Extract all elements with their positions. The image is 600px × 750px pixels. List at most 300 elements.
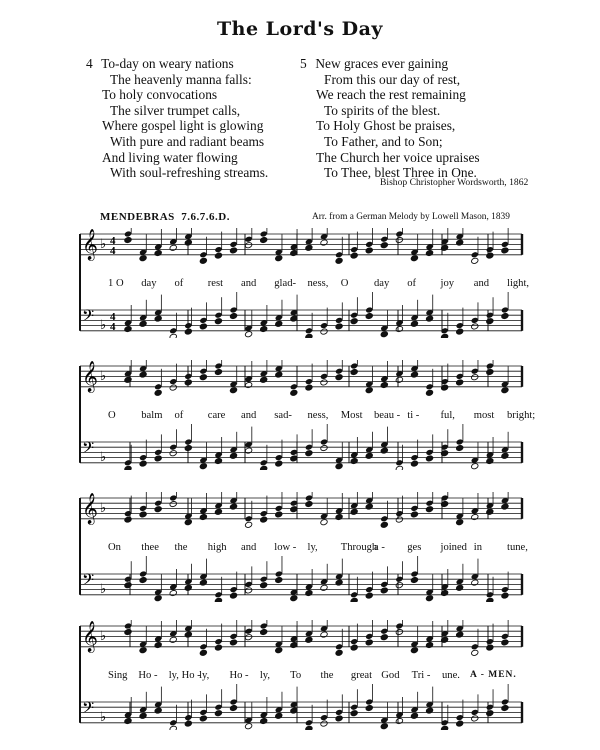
note-head (350, 252, 358, 259)
note-head (395, 376, 403, 383)
lyric-syllable: of (407, 278, 417, 289)
note-head (395, 325, 403, 332)
note-head (410, 320, 418, 327)
note-head (275, 255, 283, 262)
note-head (124, 376, 132, 383)
note-head (245, 521, 253, 528)
arrangement-credit: Arr. from a German Melody by Lowell Mason, 1839 (312, 212, 510, 222)
verse-line: With pure and radiant beams (110, 133, 265, 149)
note-head (471, 715, 479, 722)
note-head (365, 704, 373, 711)
lyric-syllable: O (108, 410, 116, 421)
note-head (380, 521, 388, 528)
note-head (275, 576, 283, 583)
note-head (229, 704, 237, 711)
verse-line: The heavenly manna falls: (110, 71, 252, 87)
note-head (395, 582, 403, 589)
lyric-syllable: ges (407, 542, 422, 553)
music-system-1 (70, 228, 530, 338)
lyric-syllable: sad- (274, 410, 292, 421)
note-head (124, 236, 132, 243)
lyric-syllable: bright; (507, 410, 536, 421)
note-head (124, 582, 132, 589)
lyric-syllable: O (340, 278, 349, 289)
note-head (199, 323, 207, 330)
note-head (260, 236, 268, 243)
note-head (139, 511, 147, 518)
note-head (184, 328, 192, 335)
lyric-syllable: ly, (259, 670, 271, 681)
note-head (139, 576, 147, 583)
note-head (380, 723, 388, 730)
note-head (501, 592, 509, 599)
lyrics-line (70, 410, 536, 426)
note-head (260, 376, 268, 383)
note-head (305, 450, 313, 457)
note-head (169, 244, 177, 251)
note-head (290, 389, 298, 396)
lyric-syllable: and (241, 410, 257, 421)
note-head (229, 312, 237, 319)
note-head (425, 389, 433, 396)
note-head (169, 725, 177, 730)
note-head (501, 312, 509, 319)
lyric-syllable: une. (442, 670, 460, 681)
note-head (501, 704, 509, 711)
note-head (169, 384, 177, 391)
note-head (199, 463, 207, 470)
note-head (214, 252, 222, 259)
note-head (471, 463, 479, 470)
note-head (154, 707, 162, 714)
verse-line: To holy convocations (102, 87, 218, 103)
flat-icon: ♭ (100, 369, 107, 384)
note-head (260, 582, 268, 589)
note-head (365, 639, 373, 646)
note-head (320, 519, 328, 526)
note-head (380, 381, 388, 388)
note-head (425, 315, 433, 322)
note-head (290, 249, 298, 256)
note-head (139, 647, 147, 654)
note-head (410, 647, 418, 654)
note-head (139, 320, 147, 327)
treble-clef-icon: 𝄞 (82, 361, 98, 392)
lyric-syllable: a - (374, 542, 385, 553)
note-head (425, 707, 433, 714)
note-head (501, 639, 509, 646)
lyric-syllable: ly, Ho - (168, 670, 201, 681)
note-head (290, 595, 298, 602)
note-head (184, 379, 192, 386)
note-head (441, 725, 449, 730)
note-head (124, 465, 132, 470)
note-head (410, 511, 418, 518)
music-system-4 (70, 620, 530, 730)
lyric-syllable: rest (207, 278, 224, 289)
note-head (365, 503, 373, 510)
note-head (275, 371, 283, 378)
verse-line: We reach the rest remaining (316, 87, 466, 103)
note-head (154, 315, 162, 322)
verse-line: The silver trumpet calls, (110, 102, 241, 118)
verse-line: To-day on weary nations (101, 56, 234, 71)
note-head (335, 579, 343, 586)
note-head (320, 328, 328, 335)
lyric-syllable: ful, (440, 410, 455, 421)
flat-icon: ♭ (100, 629, 107, 644)
bass-clef-icon: 𝄢 (82, 699, 95, 721)
note-head (456, 584, 464, 591)
note-head (305, 725, 313, 730)
note-head (199, 579, 207, 586)
note-head (139, 371, 147, 378)
note-head (456, 444, 464, 451)
tune-title: MENDEBRAS (100, 211, 175, 223)
lyric-syllable: the (174, 542, 188, 553)
verse-line: With soul-refreshing streams. (110, 165, 269, 181)
lyric-syllable: low - (274, 542, 297, 553)
note-head (169, 589, 177, 596)
note-head (501, 247, 509, 254)
note-head (380, 242, 388, 249)
lyrics-line (70, 278, 530, 294)
lyric-syllable: ti - (407, 410, 420, 421)
note-head (154, 595, 162, 602)
lyric-syllable: in (473, 542, 482, 553)
note-head (320, 379, 328, 386)
note-head (154, 641, 162, 648)
note-head (260, 717, 268, 724)
note-head (486, 710, 494, 717)
verse-line: Where gospel light is glowing (102, 118, 264, 134)
note-head (275, 460, 283, 467)
note-head (214, 368, 222, 375)
note-head (245, 587, 253, 594)
lyric-syllable: thee (141, 542, 159, 553)
note-head (199, 257, 207, 264)
note-head (410, 712, 418, 719)
note-head (486, 368, 494, 375)
note-head (275, 511, 283, 518)
note-head (199, 513, 207, 520)
note-head (214, 318, 222, 325)
note-head (441, 333, 449, 338)
note-head (320, 584, 328, 591)
note-head (214, 457, 222, 464)
note-head (350, 508, 358, 515)
verse-line: New graces ever gaining (315, 56, 449, 71)
note-head (486, 644, 494, 651)
note-head (501, 387, 509, 394)
note-head (229, 592, 237, 599)
note-head (320, 720, 328, 727)
treble-clef-icon: 𝄞 (82, 621, 98, 652)
note-head (365, 312, 373, 319)
note-head (456, 328, 464, 335)
verse-line: From this our day of rest, (324, 71, 461, 87)
lyric-syllable: On (108, 542, 121, 553)
time-signature: 4 (110, 235, 116, 247)
lyric-syllable: balm (141, 410, 163, 421)
note-head (305, 333, 313, 338)
note-head (486, 318, 494, 325)
lyric-syllable: ness, (307, 278, 329, 289)
note-head (471, 374, 479, 381)
note-head (199, 715, 207, 722)
lyric-syllable: and (241, 542, 257, 553)
lyric-syllable: Sing (108, 670, 128, 681)
note-head (365, 247, 373, 254)
note-head (395, 628, 403, 635)
note-head (214, 508, 222, 515)
note-head (245, 634, 253, 641)
lyric-syllable: joined (440, 542, 467, 553)
note-head (380, 331, 388, 338)
note-head (260, 325, 268, 332)
note-head (425, 249, 433, 256)
lyric-syllable: and (241, 278, 257, 289)
bass-clef-icon: 𝄢 (82, 439, 95, 461)
note-head (154, 455, 162, 462)
note-head (214, 644, 222, 651)
bass-clef-icon: 𝄢 (82, 307, 95, 329)
note-head (154, 389, 162, 396)
note-head (245, 723, 253, 730)
note-head (184, 720, 192, 727)
note-head (214, 597, 222, 602)
note-head (139, 255, 147, 262)
lyric-syllable: care (207, 410, 226, 421)
note-head (365, 387, 373, 394)
note-head (214, 710, 222, 717)
note-head (320, 631, 328, 638)
hymn-title: The Lord's Day (217, 18, 383, 40)
note-head (335, 323, 343, 330)
note-head (471, 257, 479, 264)
note-head (275, 712, 283, 719)
note-head (425, 595, 433, 602)
flat-icon: ♭ (100, 501, 107, 516)
note-head (229, 452, 237, 459)
note-head (184, 444, 192, 451)
lyric-syllable: and (473, 278, 490, 289)
note-head (486, 252, 494, 259)
note-head (395, 465, 403, 470)
note-head (501, 503, 509, 510)
note-head (275, 320, 283, 327)
treble-clef-icon: 𝄞 (82, 493, 98, 524)
lyric-syllable: light, (507, 278, 530, 289)
note-head (124, 628, 132, 635)
note-head (471, 579, 479, 586)
verse-line: The Church her voice upraises (316, 149, 480, 165)
note-head (350, 644, 358, 651)
note-head (154, 506, 162, 513)
note-head (229, 639, 237, 646)
lyric-syllable: the (320, 670, 334, 681)
note-head (471, 649, 479, 656)
verse-line: To spirits of the blest. (324, 102, 441, 118)
lyric-syllable: Ho - (138, 670, 158, 681)
note-head (456, 379, 464, 386)
verse-line: To Holy Ghost be praises, (316, 118, 456, 134)
note-head (365, 592, 373, 599)
lyric-syllable: Ho - (229, 670, 249, 681)
note-head (471, 513, 479, 520)
note-head (456, 239, 464, 246)
note-head (124, 516, 132, 523)
note-head (245, 381, 253, 388)
lyric-syllable: 1 O (108, 278, 124, 289)
note-head (410, 371, 418, 378)
lyric-syllable: tune, (507, 542, 528, 553)
note-head (184, 631, 192, 638)
note-head (320, 239, 328, 246)
note-head (350, 368, 358, 375)
lyric-syllable: glad- (274, 278, 297, 289)
note-head (229, 387, 237, 394)
stanza-number: 4 (86, 56, 93, 71)
note-head (350, 597, 358, 602)
verse-line: To Father, and to Son; (324, 133, 443, 149)
note-head (229, 503, 237, 510)
music-system-2 (70, 360, 536, 470)
note-head (305, 244, 313, 251)
note-head (184, 519, 192, 526)
note-head (486, 457, 494, 464)
lyric-syllable: most (473, 410, 495, 421)
note-head (350, 318, 358, 325)
note-head (486, 597, 494, 602)
lyric-syllable: ness, (307, 410, 329, 421)
note-head (139, 712, 147, 719)
flat-icon: ♭ (100, 237, 107, 252)
note-head (410, 255, 418, 262)
note-head (229, 247, 237, 254)
note-head (184, 584, 192, 591)
note-head (260, 516, 268, 523)
note-head (260, 465, 268, 470)
note-head (305, 384, 313, 391)
lyrics-line (70, 670, 530, 686)
tune-name (100, 211, 230, 223)
note-head (425, 506, 433, 513)
note-head (486, 508, 494, 515)
lyric-syllable: ly, (307, 542, 318, 553)
stanza-number: 5 (300, 56, 307, 71)
note-head (184, 239, 192, 246)
verse-line: To Thee, blest Three in One. (324, 165, 477, 181)
note-head (199, 374, 207, 381)
note-head (245, 447, 253, 454)
note-head (410, 576, 418, 583)
lyric-syllable: day (141, 278, 157, 289)
lyric-syllable: day (374, 278, 390, 289)
note-head (245, 242, 253, 249)
author-credit: Bishop Christopher Wordsworth, 1862 (380, 177, 529, 188)
note-head (275, 647, 283, 654)
verse-line: And living water flowing (102, 149, 238, 165)
note-head (380, 587, 388, 594)
note-head (410, 460, 418, 467)
note-head (169, 500, 177, 507)
note-head (395, 717, 403, 724)
lyric-syllable: To (290, 670, 302, 681)
note-head (456, 519, 464, 526)
note-head (380, 447, 388, 454)
note-head (501, 452, 509, 459)
time-signature: 4 (110, 311, 116, 323)
note-head (350, 710, 358, 717)
tune-meter: 7.6.7.6.D. (181, 211, 230, 223)
lyric-syllable: great (350, 670, 373, 681)
lyric-syllable: beau - (374, 410, 401, 421)
note-head (395, 516, 403, 523)
note-head (169, 636, 177, 643)
note-head (305, 589, 313, 596)
note-head (169, 333, 177, 338)
flat-icon: ♭ (100, 450, 107, 465)
treble-clef-icon: 𝄞 (82, 229, 98, 260)
music-system-3 (70, 492, 530, 602)
note-head (124, 717, 132, 724)
lyric-syllable: God (381, 670, 400, 681)
flat-icon: ♭ (100, 710, 107, 725)
note-head (425, 455, 433, 462)
note-head (335, 649, 343, 656)
note-head (425, 641, 433, 648)
note-head (471, 323, 479, 330)
lyric-syllable: ly, (199, 670, 210, 681)
note-head (290, 641, 298, 648)
flat-icon: ♭ (100, 582, 107, 597)
note-head (335, 715, 343, 722)
lyric-syllable: of (174, 278, 184, 289)
note-head (456, 631, 464, 638)
amen-text: A - MEN. (470, 670, 517, 680)
note-head (124, 325, 132, 332)
note-head (154, 249, 162, 256)
note-head (335, 374, 343, 381)
stanza-4 (86, 56, 268, 181)
note-head (456, 720, 464, 727)
note-head (305, 636, 313, 643)
note-head (245, 331, 253, 338)
bass-clef-icon: 𝄢 (82, 571, 95, 593)
note-head (365, 452, 373, 459)
stanza-5 (300, 56, 480, 181)
note-head (380, 634, 388, 641)
lyric-syllable: Most (340, 410, 363, 421)
note-head (335, 463, 343, 470)
lyric-syllable: Tri - (411, 670, 431, 681)
note-head (199, 649, 207, 656)
lyric-syllable: of (174, 410, 184, 421)
note-head (260, 628, 268, 635)
time-signature: 4 (110, 245, 116, 257)
note-head (320, 444, 328, 451)
lyric-syllable: Through (340, 542, 378, 553)
note-head (395, 236, 403, 243)
lyric-syllable: high (207, 542, 227, 553)
note-head (335, 513, 343, 520)
flat-icon: ♭ (100, 318, 107, 333)
note-head (169, 450, 177, 457)
time-signature: 4 (110, 321, 116, 333)
note-head (335, 257, 343, 264)
lyrics-line (70, 542, 530, 558)
